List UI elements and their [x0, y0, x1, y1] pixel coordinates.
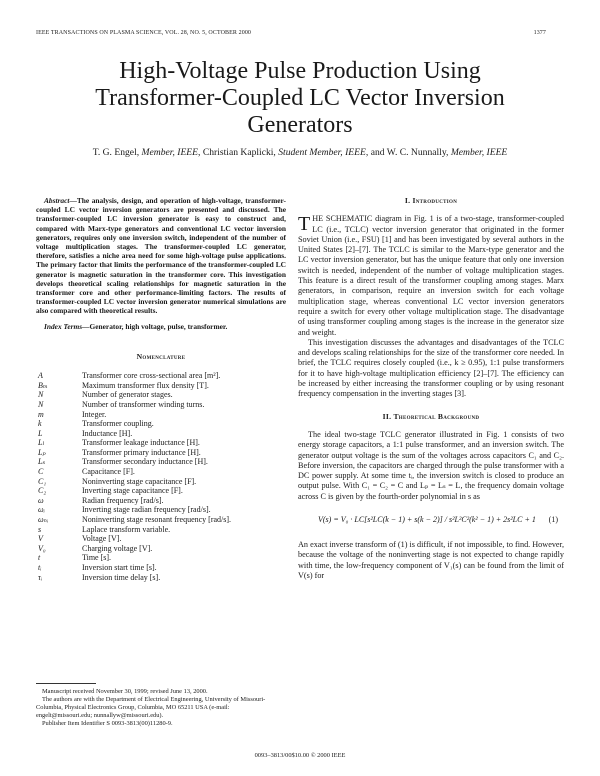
footnote-received: Manuscript received November 30, 1999; revised June 13, 2000.: [42, 688, 208, 695]
abstract: [36, 196, 286, 316]
nomenclature-item: [36, 410, 286, 420]
nomenclature-definition: Transformer core cross-sectional area [m²].: [82, 371, 221, 381]
nomenclature-symbol: Lₚ: [38, 447, 46, 457]
section-heading-introduction: I. Introduction: [404, 196, 458, 205]
author-name: , Christian Kaplicki,: [198, 147, 279, 158]
nomenclature-item: [36, 496, 286, 506]
nomenclature-item: [36, 553, 286, 563]
intro-paragraph-2: This investigation discusses the advantages and disadvantages of the TCLC and develops scaling relationships for the size of the transformer core needed. In brief, the TCLC requires closely coupled (i.e., k ≥ 0.95), 1:1 pulse transformers for it to have high-voltage multiplication efficiency [2]–[7]. The efficiency can be increased by either increasing the transformer coupling or by using resonant frequency compensation in the inverting stages [3].: [298, 337, 564, 399]
nomenclature-symbol: C₁: [38, 476, 47, 486]
nomenclature-definition: Inversion time delay [s].: [82, 572, 161, 582]
right-column: [298, 196, 564, 581]
nomenclature-definition: Charging voltage [V].: [82, 543, 153, 553]
nomenclature-definition: Capacitance [F].: [82, 467, 135, 477]
nomenclature-item: [36, 525, 286, 535]
author-name: , and W. C. Nunnally,: [365, 147, 451, 158]
nomenclature-heading: Nomenclature: [136, 351, 186, 361]
nomenclature-symbol: L: [38, 428, 43, 438]
nomenclature-item: [36, 457, 286, 467]
theory-paragraph-2: An exact inverse transform of (1) is difficult, if not impossible, to find. However, because the voltage of the noninverting stage is not expected to change rapidly with time, the low-frequency component of V₁(s) can be found from the limit of V(s) for: [298, 540, 564, 580]
nomenclature-definition: Inductance [H].: [82, 428, 133, 438]
nomenclature-item: [36, 515, 286, 525]
index-terms-text: Generator, high voltage, pulse, transformer.: [89, 321, 228, 331]
nomenclature-definition: Transformer coupling.: [82, 419, 154, 429]
footnote-affiliation: The authors are with the Department of Electrical Engineering, University of Missouri-Columbia, Physical Electronics Group, Columbia, MO 65211 USA (e-mail: engelt@missouri.edu; nunnallyw@missouri.edu).: [36, 696, 266, 719]
footnote-pii: Publisher Item Identifier S 0093-3813(00)11280-9.: [42, 720, 173, 727]
nomenclature-definition: Maximum transformer flux density [T].: [82, 380, 209, 390]
nomenclature-definition: Noninverting stage capacitance [F].: [82, 476, 197, 486]
nomenclature-symbol: Bₘ: [38, 380, 48, 390]
nomenclature-item: [36, 371, 286, 381]
nomenclature-item: [36, 381, 286, 391]
nomenclature-item: [36, 573, 286, 583]
author-list: [36, 147, 564, 158]
author-role: Student Member, IEEE: [278, 147, 366, 158]
nomenclature-definition: Voltage [V].: [82, 534, 122, 544]
abstract-lead: Abstract—: [44, 196, 77, 205]
equation-formula: V(s) = V₀ · LC[s²LC(k − 1) + s(k − 2)] / s²L²C²(k² − 1) + 2s²LC + 1: [318, 514, 536, 524]
intro-paragraph-text: HE SCHEMATIC diagram in Fig. 1 is of a two-stage, transformer-coupled LC (i.e., TCLC) vector inversion generator that originated in the former Soviet Union (i.e., FSU) [1] and has been investigated by several authors in the United States [2]–[7]. The TCLC is similar to the Marx-type generator and the LC vector inversion generator, but has the unique feature that only one inversion switch is needed, independent of the number of voltage multiplication stages. This feature is a direct result of the transformer coupling among stages. Marx generators, in comparison, require an inversion switch for each voltage multiplication stage, whereas conventional LC vector inversion generators require a switch for every other voltage multiplication stage. The disadvantage of using transformer coupling among stages is the increase in the generator size and weight.: [298, 214, 564, 337]
nomenclature-item: [36, 429, 286, 439]
nomenclature-item: [36, 544, 286, 554]
nomenclature-definition: Number of transformer winding turns.: [82, 399, 205, 409]
equation-1: [298, 508, 564, 532]
abstract-text: The analysis, design, and operation of high-voltage, transformer-coupled LC vector inversion generators are presented and discussed. The transformer-coupled LC inversion generator is easy to construct and, compared with Marx-type generators and conventional LC vector inversion generators, requires only one inversion switch, independent of the number of voltage multiplication stages. The transformer-coupled LC generator, therefore, satisfies a niche area need for some high-voltage pulse applications. The primary factor that limits the performance of the transformer-coupled LC generator is magnetic saturation in the transformer core. This investigation develops theoretical scaling relationships for magnetic saturation in the transformer core and other performance-limiting factors. The results of transformer-coupled LC vector inversion generator numerical simulations are also compared with theoretical results.: [36, 196, 286, 316]
nomenclature-definition: Inversion start time [s].: [82, 563, 157, 573]
nomenclature-symbol: τᵢ: [38, 572, 43, 582]
nomenclature-list: [36, 371, 286, 582]
nomenclature-item: [36, 505, 286, 515]
nomenclature-symbol: ωᵢ: [38, 505, 45, 515]
nomenclature-symbol: N: [38, 399, 44, 409]
footnote: [36, 683, 286, 728]
nomenclature-item: [36, 400, 286, 410]
nomenclature-definition: Noninverting stage resonant frequency [rad/s].: [82, 515, 232, 525]
nomenclature-definition: Transformer secondary inductance [H].: [82, 457, 208, 467]
journal-header: IEEE TRANSACTIONS ON PLASMA SCIENCE, VOL. 28, NO. 5, OCTOBER 2000: [36, 30, 252, 36]
nomenclature-symbol: C₂: [38, 486, 47, 496]
index-terms-lead: Index Terms—: [44, 321, 90, 331]
title-line: High-Voltage Pulse Production Using: [119, 58, 481, 84]
section-heading-theory: II. Theoretical Background: [382, 411, 480, 421]
nomenclature-symbol: V₀: [38, 543, 46, 553]
nomenclature-symbol: N: [38, 390, 44, 400]
nomenclature-definition: Transformer leakage inductance [H].: [82, 438, 200, 448]
nomenclature-symbol: k: [38, 419, 42, 429]
nomenclature-symbol: C: [38, 467, 44, 477]
theory-paragraph: The ideal two-stage TCLC generator illustrated in Fig. 1 consists of two energy storage capacitors, a 1:1 pulse transformer, and an inversion switch. The generator output voltage is the sum of the voltages across capacitors C₁ and C₂. Before inversion, the capacitors are charged through the pulse transformer with a DC power supply. At some time tᵢ, the inversion switch is closed to produce an output pulse. With C₁ = C₂ = C and Lₚ = Lₛ = L, the frequency domain voltage across C is given by the fourth-order polynomial in s as: [298, 429, 564, 501]
nomenclature-definition: Time [s].: [82, 553, 112, 563]
nomenclature-symbol: ωₙᵢ: [38, 515, 49, 525]
nomenclature-symbol: ω: [38, 495, 44, 505]
nomenclature-item: [36, 448, 286, 458]
title-line: Generators: [247, 112, 353, 138]
drop-cap: T: [298, 213, 311, 236]
nomenclature-item: [36, 438, 286, 448]
author-name: T. G. Engel,: [92, 147, 142, 158]
nomenclature-symbol: t: [38, 553, 41, 563]
equation-number: (1): [548, 514, 558, 524]
nomenclature-definition: Integer.: [82, 409, 107, 419]
nomenclature-symbol: V: [38, 534, 43, 544]
nomenclature-item: [36, 419, 286, 429]
author-role: Member, IEEE: [141, 147, 199, 158]
nomenclature-symbol: m: [38, 409, 44, 419]
nomenclature-symbol: Lₗ: [38, 438, 45, 448]
nomenclature-symbol: s: [38, 524, 42, 534]
nomenclature-definition: Inverting stage capacitance [F].: [82, 486, 183, 496]
nomenclature-definition: Inverting stage radian frequency [rad/s].: [82, 505, 211, 515]
nomenclature-symbol: tᵢ: [38, 563, 42, 573]
title-line: Transformer-Coupled LC Vector Inversion: [95, 85, 505, 111]
author-role: Member, IEEE: [450, 147, 508, 158]
page-number: 1377: [533, 30, 546, 36]
nomenclature-item: [36, 534, 286, 544]
paper-title: [40, 58, 560, 139]
nomenclature-item: [36, 467, 286, 477]
nomenclature-item: [36, 563, 286, 573]
index-terms: [36, 322, 286, 331]
copyright-footer: 0093–3813/00$10.00 © 2000 IEEE: [254, 752, 346, 759]
nomenclature-definition: Radian frequency [rad/s].: [82, 495, 164, 505]
nomenclature-item: [36, 486, 286, 496]
footnote-rule: [36, 683, 96, 684]
nomenclature-definition: Number of generator stages.: [82, 390, 173, 400]
nomenclature-symbol: Lₛ: [38, 457, 46, 467]
nomenclature-symbol: A: [38, 371, 43, 381]
intro-paragraph: [298, 214, 564, 338]
nomenclature-definition: Transformer primary inductance [H].: [82, 447, 201, 457]
nomenclature-item: [36, 390, 286, 400]
nomenclature-definition: Laplace transform variable.: [82, 524, 171, 534]
nomenclature-item: [36, 477, 286, 487]
left-column: [36, 196, 286, 582]
